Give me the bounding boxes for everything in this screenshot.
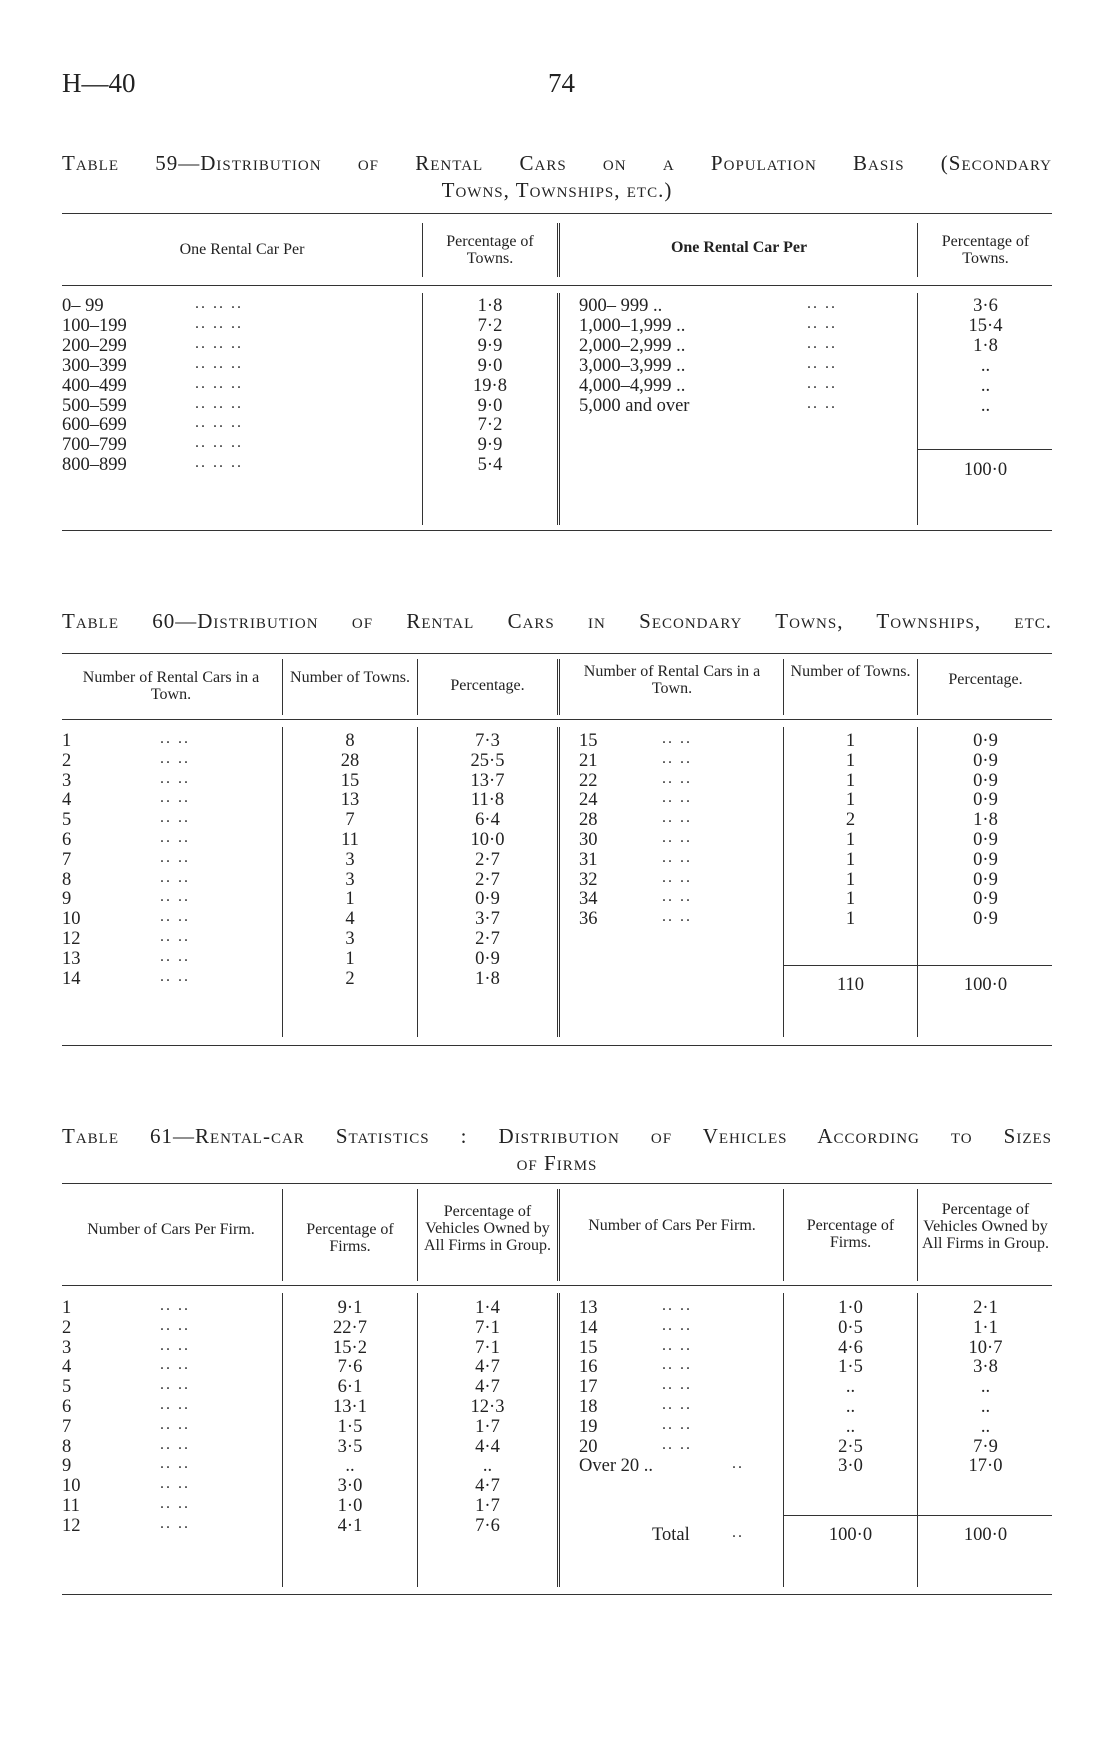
table61-row-left-cars: 9 <box>62 1456 72 1477</box>
leader-dots: .. .. <box>160 829 190 846</box>
table59-row-left-pct: 19·8 <box>473 375 507 396</box>
leader-dots: .. .. <box>160 1356 190 1374</box>
leader-dots: .. .. <box>160 888 190 906</box>
leader-dots: .. .. <box>160 769 190 787</box>
table60 <box>62 653 1052 1053</box>
table61-row-left-cars: 6 <box>62 1397 72 1417</box>
leader-dots: .. .. <box>807 374 837 392</box>
table61-row-left-cars: 5 <box>62 1377 72 1398</box>
table59-row-left-pct: 9·9 <box>477 335 503 356</box>
leader-dots: .. .. <box>160 1475 190 1493</box>
table60-row-left-towns: 15 <box>340 770 360 791</box>
leader-dots: .. .. .. <box>195 354 243 372</box>
table60-row-right-cars: 21 <box>579 750 598 771</box>
table59-row-left-pct: 1·8 <box>477 296 503 316</box>
table60-row-right-towns: 1 <box>845 869 856 890</box>
table61-row-right-firms: 1·5 <box>838 1357 863 1378</box>
table60-row-right-towns: 1 <box>845 731 856 751</box>
table59-title-line2: Towns, Townships, etc.) <box>441 178 673 202</box>
table61-row-right-vehicles: 10·7 <box>968 1337 1003 1358</box>
leader-dots: .. .. <box>160 809 190 827</box>
leader-dots: .. .. <box>160 1297 190 1314</box>
table59-row-right-pct: .. <box>980 355 991 376</box>
table61-total-label: Total <box>652 1525 690 1545</box>
table61-row-right-vehicles: 3·8 <box>973 1357 998 1378</box>
leader-dots: .. .. <box>160 967 190 985</box>
table60-row-left-cars: 12 <box>62 929 81 949</box>
leader-dots: .. .. .. <box>195 434 243 452</box>
table61-row-right-vehicles: 1·1 <box>973 1317 998 1338</box>
leader-dots: .. .. <box>160 1455 190 1473</box>
table60-row-left-cars: 6 <box>62 830 72 850</box>
table60-row-left-cars: 8 <box>62 869 72 890</box>
table60-row-right-cars: 30 <box>579 830 598 850</box>
leader-dots: .. .. <box>662 730 692 747</box>
table59-row-left-range: 400–499 <box>62 375 127 396</box>
table61-row-left-vehicles: 4·7 <box>475 1377 500 1398</box>
table60-row-right-pct: 0·9 <box>973 909 998 930</box>
leader-dots: .. .. <box>160 1376 190 1394</box>
table61-row-left-vehicles: 4·7 <box>475 1476 500 1497</box>
table60-header-towns-right: Number of Towns. <box>790 663 911 680</box>
table59-row-left-range: 100–199 <box>62 315 127 336</box>
table59-row-right-pct: 1·8 <box>973 335 998 356</box>
table60-total-towns: 110 <box>836 975 865 995</box>
table59-row-left-range: 200–299 <box>62 335 127 356</box>
table59-row-left-pct: 5·4 <box>477 455 503 476</box>
table61-header-firms-left: Percentage of Firms. <box>306 1221 394 1255</box>
table61-row-left-vehicles: 4·4 <box>475 1436 500 1457</box>
page-header-left: H—40 <box>62 68 136 98</box>
table59-row-right-pct: 15·4 <box>968 315 1003 336</box>
leader-dots: .. .. <box>662 848 692 866</box>
table60-header-pct-right: Percentage. <box>948 671 1023 688</box>
table59-total: 100·0 <box>963 460 1008 480</box>
leader-dots: .. .. <box>160 1514 190 1532</box>
table60-row-left-pct: 1·8 <box>475 968 500 989</box>
leader-dots: .. .. <box>662 888 692 906</box>
table61-row-right-firms: .. <box>845 1397 856 1417</box>
table61-row-left-firms: 1·0 <box>337 1496 363 1516</box>
leader-dots: .. .. <box>160 1435 190 1453</box>
leader-dots: .. .. <box>160 730 190 747</box>
leader-dots: .. .. <box>662 1435 692 1453</box>
table60-row-left-cars: 7 <box>62 849 72 870</box>
table59-row-right-range: 2,000–2,999 .. <box>579 335 686 356</box>
table61-row-left-cars: 11 <box>62 1496 80 1516</box>
leader-dots: .. .. <box>662 789 692 807</box>
table59-title-line1: Table 59—Distribution of Rental Cars on a Population Basis (Secondary <box>62 151 1052 175</box>
table60-row-left-pct: 11·8 <box>470 790 505 811</box>
table61-row-left-cars: 10 <box>62 1476 81 1497</box>
table61-row-left-firms: .. <box>345 1456 355 1477</box>
leader-dots: .. .. <box>662 1396 692 1413</box>
table59-row-left-pct: 9·0 <box>477 355 503 376</box>
table61-header-cars-left: Number of Cars Per Firm. <box>87 1221 255 1238</box>
table61-title-line2: of Firms <box>516 1151 598 1175</box>
table59-row-right-range: 900– 999 .. <box>579 296 663 316</box>
table60-row-left-pct: 0·9 <box>475 948 500 969</box>
leader-dots: .. .. <box>160 928 190 945</box>
table60-row-left-pct: 7·3 <box>475 731 500 751</box>
table60-row-right-cars: 31 <box>579 849 598 870</box>
table60-row-right-cars: 36 <box>579 909 598 930</box>
table60-row-left-pct: 2·7 <box>475 849 500 870</box>
table60-row-right-towns: 2 <box>845 810 856 831</box>
table60-header-cars-left: Number of Rental Cars in a Town. <box>82 669 260 703</box>
table60-row-left-towns: 1 <box>345 889 355 910</box>
table59-row-left-range: 0– 99 <box>62 296 104 316</box>
table60-row-right-towns: 1 <box>845 909 856 930</box>
table60-header-towns-left: Number of Towns. <box>290 669 410 686</box>
leader-dots: .. .. <box>662 868 692 886</box>
leader-dots: .. .. <box>160 1396 190 1413</box>
table61-row-right-firms: .. <box>845 1377 856 1398</box>
table61-total-vehicles: 100·0 <box>963 1525 1008 1545</box>
leader-dots: .. .. <box>807 334 837 352</box>
leader-dots: .. .. <box>160 947 190 965</box>
table61-row-left-firms: 6·1 <box>337 1377 363 1398</box>
table60-title-line: Table 60—Distribution of Rental Cars in Secondary Towns, Townships, etc. <box>62 609 1052 633</box>
table61-row-left-cars: 7 <box>62 1416 72 1437</box>
table61-row-right-cars: 20 <box>579 1436 598 1457</box>
leader-dots: .. .. <box>662 749 692 767</box>
leader-dots: .. .. <box>807 354 837 372</box>
table61 <box>62 1183 1052 1603</box>
table60-row-right-cars: 15 <box>579 731 598 751</box>
table59-header-rate-left: One Rental Car Per <box>179 241 305 258</box>
table60-header-cars-right: Number of Rental Cars in a Town. <box>583 663 761 697</box>
table60-row-left-towns: 28 <box>340 750 360 771</box>
table59-header-pct-left: Percentage of Towns. <box>446 233 534 267</box>
table61-row-left-vehicles: 12·3 <box>470 1397 505 1417</box>
leader-dots: .. .. <box>160 1495 190 1512</box>
table60-row-right-cars: 28 <box>579 810 598 831</box>
table60-row-left-cars: 14 <box>62 968 81 989</box>
leader-dots: .. .. <box>160 848 190 866</box>
table60-row-right-pct: 0·9 <box>973 869 998 890</box>
table60-row-right-pct: 0·9 <box>973 731 998 751</box>
table61-row-left-firms: 1·5 <box>337 1416 363 1437</box>
table59-row-left-range: 800–899 <box>62 455 127 476</box>
leader-dots: .. .. <box>662 1356 692 1374</box>
table60-row-left-cars: 1 <box>62 731 72 751</box>
table60-row-right-cars: 24 <box>579 790 598 811</box>
table61-row-left-vehicles: 1·7 <box>475 1496 500 1516</box>
table60-row-right-pct: 0·9 <box>973 770 998 791</box>
table61-row-right-cars: 17 <box>579 1377 598 1398</box>
table59-row-right-range: 4,000–4,999 .. <box>579 375 686 396</box>
table61-title <box>62 1123 1052 1177</box>
table60-row-left-pct: 2·7 <box>475 869 500 890</box>
table60-row-left-cars: 2 <box>62 750 72 771</box>
table60-row-right-pct: 0·9 <box>973 830 998 850</box>
table59-row-right-pct: .. <box>980 375 991 396</box>
table59-row-right-pct: .. <box>980 395 991 416</box>
table60-row-left-towns: 3 <box>345 869 355 890</box>
table60-row-right-towns: 1 <box>845 849 856 870</box>
leader-dots: .. .. .. <box>195 394 243 412</box>
table59-row-left-range: 600–699 <box>62 415 127 436</box>
table60-row-right-cars: 22 <box>579 770 598 791</box>
table60-row-left-pct: 0·9 <box>475 889 500 910</box>
table61-row-left-cars: 8 <box>62 1436 72 1457</box>
leader-dots: .. .. <box>807 314 837 332</box>
table60-row-left-towns: 3 <box>345 849 355 870</box>
table59-row-left-pct: 9·0 <box>477 395 503 416</box>
leader-dots: .. .. <box>662 829 692 846</box>
table60-row-left-towns: 11 <box>341 830 359 850</box>
table60-row-right-towns: 1 <box>845 790 856 811</box>
table61-row-left-firms: 3·5 <box>337 1436 363 1457</box>
table59-row-right-range: 5,000 and over <box>579 395 690 416</box>
table59-header-pct-right: Percentage of Towns. <box>941 233 1030 267</box>
table59-row-right-pct: 3·6 <box>973 296 998 316</box>
table60-row-right-towns: 1 <box>845 770 856 791</box>
table61-row-right-vehicles: 17·0 <box>968 1456 1003 1477</box>
table61-row-right-firms: 1·0 <box>838 1298 863 1318</box>
table61-row-left-vehicles: 1·7 <box>475 1416 500 1437</box>
leader-dots: .. .. <box>160 1336 190 1354</box>
leader-dots: .. .. <box>160 789 190 807</box>
table60-row-left-cars: 5 <box>62 810 72 831</box>
table61-row-right-cars: 18 <box>579 1397 598 1417</box>
table59-row-left-pct: 7·2 <box>477 315 503 336</box>
leader-dots: .. .. <box>160 1415 190 1433</box>
table59-row-left-range: 700–799 <box>62 435 127 456</box>
table61-row-left-firms: 7·6 <box>337 1357 363 1378</box>
leader-dots: .. .. <box>160 749 190 767</box>
table61-row-right-cars: 19 <box>579 1416 598 1437</box>
leader-dots: .. .. <box>807 394 837 412</box>
table59-row-left-pct: 9·9 <box>477 435 503 456</box>
table61-title-line1: Table 61—Rental-car Statistics : Distribution of Vehicles According to Sizes <box>62 1124 1052 1148</box>
table60-row-left-pct: 25·5 <box>470 750 505 771</box>
table61-row-left-vehicles: 1·4 <box>475 1298 500 1318</box>
leader-dots: .. .. .. <box>195 334 243 352</box>
table61-row-left-cars: 2 <box>62 1317 72 1338</box>
table60-row-right-cars: 32 <box>579 869 598 890</box>
leader-dots: .. .. .. <box>195 374 243 392</box>
table61-row-right-vehicles: 2·1 <box>973 1298 998 1318</box>
table61-row-left-vehicles: 7·1 <box>475 1337 500 1358</box>
table60-row-left-towns: 13 <box>340 790 360 811</box>
table60-row-left-cars: 9 <box>62 889 72 910</box>
table61-row-left-firms: 4·1 <box>337 1515 363 1536</box>
table60-row-left-pct: 13·7 <box>470 770 505 791</box>
table60-title <box>62 608 1052 635</box>
leader-dots: .. .. .. <box>195 414 243 432</box>
leader-dots: .. <box>732 1455 744 1473</box>
leader-dots: .. .. .. <box>195 314 243 332</box>
table60-row-left-pct: 2·7 <box>475 929 500 949</box>
leader-dots: .. .. <box>662 1336 692 1354</box>
table60-row-left-towns: 4 <box>345 909 355 930</box>
table61-row-right-vehicles: .. <box>980 1397 991 1417</box>
table61-row-right-vehicles: .. <box>980 1416 991 1437</box>
table61-header-vehicles-left: Percentage of Vehicles Owned by All Firms in Group. <box>423 1203 552 1254</box>
table60-row-right-towns: 1 <box>845 830 856 850</box>
leader-dots: .. .. .. <box>195 295 243 312</box>
table59-row-right-range: 1,000–1,999 .. <box>579 315 686 336</box>
leader-dots: .. .. <box>662 1316 692 1334</box>
table61-total-dots: .. <box>732 1524 744 1541</box>
leader-dots: .. .. <box>160 1316 190 1334</box>
table60-row-left-pct: 3·7 <box>475 909 500 930</box>
leader-dots: .. .. <box>662 1297 692 1314</box>
table60-row-left-cars: 4 <box>62 790 72 811</box>
table61-row-right-firms: .. <box>845 1416 856 1437</box>
table61-header-cars-right: Number of Cars Per Firm. <box>588 1217 756 1234</box>
table59-row-left-range: 300–399 <box>62 355 127 376</box>
table61-row-left-firms: 3·0 <box>337 1476 363 1497</box>
table60-row-left-pct: 6·4 <box>475 810 500 831</box>
table61-row-right-cars: 14 <box>579 1317 598 1338</box>
table61-row-right-cars: 16 <box>579 1357 598 1378</box>
table61-header-firms-right: Percentage of Firms. <box>806 1217 895 1251</box>
table60-total-pct: 100·0 <box>963 975 1008 995</box>
table61-row-left-vehicles: 7·1 <box>475 1317 500 1338</box>
page-number: 74 <box>548 68 575 98</box>
table61-row-right-vehicles: .. <box>980 1377 991 1398</box>
table60-row-left-towns: 8 <box>345 731 355 751</box>
leader-dots: .. .. <box>160 868 190 886</box>
table60-row-right-towns: 1 <box>845 889 856 910</box>
table61-row-right-vehicles: 7·9 <box>973 1436 998 1457</box>
table60-row-right-pct: 1·8 <box>973 810 998 831</box>
table61-row-left-firms: 15·2 <box>333 1337 367 1358</box>
leader-dots: .. .. .. <box>195 454 243 472</box>
table61-total-firms: 100·0 <box>828 1525 873 1545</box>
table59-row-left-range: 500–599 <box>62 395 127 416</box>
table60-row-left-cars: 13 <box>62 948 81 969</box>
table60-row-left-pct: 10·0 <box>470 830 505 850</box>
table59-row-right-range: 3,000–3,999 .. <box>579 355 686 376</box>
table59-header-rate-right: One Rental Car Per <box>670 239 808 256</box>
table59-title <box>62 150 1052 204</box>
table60-row-right-pct: 0·9 <box>973 849 998 870</box>
table61-row-left-vehicles: .. <box>482 1456 493 1477</box>
table60-header-pct-left: Percentage. <box>450 677 525 694</box>
leader-dots: .. .. <box>662 908 692 926</box>
leader-dots: .. .. <box>662 1415 692 1433</box>
table59-row-left-pct: 7·2 <box>477 415 503 436</box>
table61-row-left-cars: 3 <box>62 1337 72 1358</box>
table61-row-left-firms: 22·7 <box>333 1317 367 1338</box>
table61-row-right-firms: 4·6 <box>838 1337 863 1358</box>
table61-row-right-cars: Over 20 .. <box>579 1456 653 1477</box>
table61-row-right-firms: 2·5 <box>838 1436 863 1457</box>
table61-row-left-cars: 1 <box>62 1298 72 1318</box>
table61-row-left-firms: 9·1 <box>337 1298 363 1318</box>
leader-dots: .. .. <box>662 809 692 827</box>
table60-row-right-pct: 0·9 <box>973 889 998 910</box>
table61-row-left-vehicles: 4·7 <box>475 1357 500 1378</box>
table60-row-left-cars: 3 <box>62 770 72 791</box>
table60-row-right-cars: 34 <box>579 889 598 910</box>
leader-dots: .. .. <box>662 1376 692 1394</box>
table59 <box>62 213 1052 533</box>
table61-row-right-cars: 15 <box>579 1337 598 1358</box>
table61-row-right-firms: 3·0 <box>838 1456 863 1477</box>
table61-row-right-firms: 0·5 <box>838 1317 863 1338</box>
leader-dots: .. .. <box>807 295 837 312</box>
table60-row-left-towns: 2 <box>345 968 355 989</box>
table61-row-left-firms: 13·1 <box>333 1397 367 1417</box>
table60-row-left-towns: 7 <box>345 810 355 831</box>
table60-row-left-towns: 1 <box>345 948 355 969</box>
table60-row-right-pct: 0·9 <box>973 750 998 771</box>
leader-dots: .. .. <box>662 769 692 787</box>
table60-row-right-towns: 1 <box>845 750 856 771</box>
table61-header-vehicles-right: Percentage of Vehicles Owned by All Firms in Group. <box>921 1201 1050 1252</box>
table60-row-right-pct: 0·9 <box>973 790 998 811</box>
table61-row-left-cars: 12 <box>62 1515 81 1536</box>
table61-row-left-vehicles: 7·6 <box>475 1515 500 1536</box>
leader-dots: .. .. <box>160 908 190 926</box>
table60-row-left-cars: 10 <box>62 909 81 930</box>
table60-row-left-towns: 3 <box>345 929 355 949</box>
table61-row-left-cars: 4 <box>62 1357 72 1378</box>
table61-row-right-cars: 13 <box>579 1298 598 1318</box>
